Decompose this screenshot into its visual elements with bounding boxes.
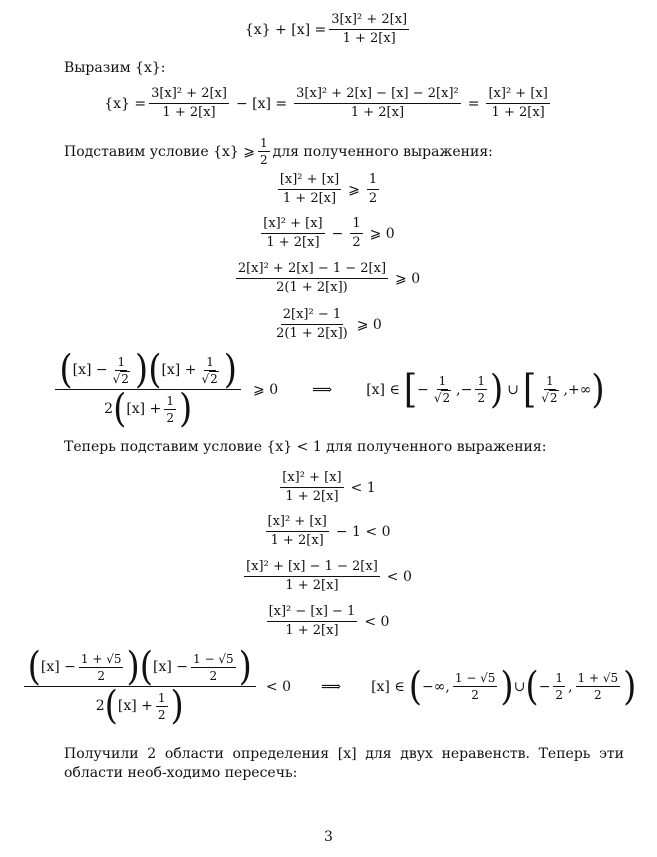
denominator: 2	[477, 391, 485, 405]
inequality-1-3	[0, 261, 657, 296]
union-symbol: ∪	[513, 678, 526, 695]
denominator: 2	[97, 668, 105, 683]
fraction-factored: ( [x] − $\frac{1}{√2}$ ) ( [x] + $\frac{1}{√2}$ ) 2 ( [x] + $\frac{1}{2}$ )	[55, 353, 241, 426]
sqrt-radicand: 2	[210, 371, 218, 386]
numerator: 2[x]² − 1	[281, 307, 343, 325]
numerator: 1	[367, 172, 379, 190]
numerator: 1 − √5	[454, 671, 496, 685]
denominator: 1 + 2[x]	[285, 578, 339, 593]
relation: ⩾ 0	[356, 316, 382, 333]
denominator: 2(1 + 2[x])	[276, 280, 348, 295]
fraction	[149, 86, 229, 121]
numerator: 1	[350, 216, 362, 234]
inequality-1-2	[0, 216, 657, 251]
term: [x] −	[153, 659, 189, 675]
denominator: 1 + 2[x]	[270, 533, 324, 548]
numerator: 1	[259, 136, 268, 150]
implies-arrow: ⟹	[312, 381, 333, 398]
relation: < 0	[364, 613, 390, 630]
factored-inequality-2: ( [x] − $\frac{1 + √5}{2}$ ) ( [x] − $\frac{1 - √5}{2}$ ) 2 ( [x] + $\frac{1}{2}$ ) < 0 ⟹ [x] ∈ ( −∞, $\frac{1 - √5}{2}$ ) ∪ ( − $\frac{1}{2}$ , $\frac{1 + √5}{2}$ )	[0, 650, 657, 723]
inequality-1-1	[0, 172, 657, 207]
numerator: 3[x]² + 2[x] − [x] − 2[x]²	[294, 86, 461, 104]
operator: −	[460, 381, 473, 398]
numerator: [x]² + [x]	[280, 470, 343, 488]
sqrt-radicand: 2	[442, 391, 451, 405]
numerator: 1	[477, 374, 485, 388]
infinity: +∞	[567, 381, 592, 398]
relation: < 1	[350, 479, 376, 496]
text-run: для полученного выражения:	[272, 143, 493, 160]
fraction-half	[258, 136, 270, 167]
sqrt-radicand: 2	[549, 391, 558, 405]
denominator: 2	[594, 688, 602, 702]
equation-top	[0, 12, 657, 47]
inequality-2-3	[0, 559, 657, 594]
numerator: [x]² + [x]	[261, 216, 324, 234]
denominator: 1 + 2[x]	[266, 235, 320, 250]
numerator: 1 + √5	[577, 671, 619, 685]
inequality-2-4	[0, 604, 657, 639]
numerator: 1	[546, 374, 554, 388]
infinity: −∞,	[421, 678, 450, 695]
denominator: 2	[368, 191, 378, 206]
denominator: 1 + 2[x]	[285, 489, 339, 504]
union-symbol: ∪	[507, 381, 519, 398]
relation: − 1 < 0	[335, 523, 391, 540]
eq-lhs: {x} + [x] =	[244, 21, 327, 38]
numerator: [x]² + [x] − 1 − 2[x]	[244, 559, 380, 577]
denominator: 2	[157, 707, 166, 722]
denominator: 2	[259, 153, 268, 167]
denominator: 2	[471, 688, 479, 702]
denominator: 1 + 2[x]	[285, 623, 339, 638]
denominator: 2	[352, 235, 361, 250]
numerator: 1	[206, 354, 214, 369]
page-number: 3	[324, 829, 333, 845]
operator: −	[538, 678, 551, 695]
term: [x] +	[117, 698, 153, 714]
numerator: 1	[555, 671, 564, 685]
factored-inequality-1: ( [x] − $\frac{1}{√2}$ ) ( [x] + $\frac{1}{√2}$ ) 2 ( [x] + $\frac{1}{2}$ ) ⩾ 0 ⟹ [x] ∈ [ − $\frac{1}{√2}$ , − $\frac{1}{2}$ ) ∪ [ $\frac{1}{√2}$ , +∞ )	[0, 353, 657, 426]
term: [x] −	[40, 659, 76, 675]
sqrt-radicand: 2	[121, 371, 129, 386]
numerator: 1	[157, 690, 166, 705]
numerator: 3[x]² + 2[x]	[149, 86, 229, 104]
operator: − [x] =	[235, 95, 288, 112]
inequality-1-4	[0, 307, 657, 342]
separator: ,	[563, 381, 568, 398]
denominator: 2(1 + 2[x])	[276, 326, 348, 341]
separator: ,	[568, 678, 573, 695]
paragraph-final: Получили 2 области определения [x] для двух неравенств. Теперь эти области необ-ходимо пересечь:	[64, 746, 624, 781]
relation: ⩾ 0	[369, 225, 395, 242]
denominator: 2	[209, 668, 218, 683]
text-run: Подставим условие {x} ⩾	[64, 143, 255, 160]
numerator: 1 − √5	[193, 651, 234, 666]
numerator: 2[x]² + 2[x] − 1 − 2[x]	[236, 261, 388, 279]
coefficient: 2	[95, 698, 105, 714]
numerator: 1	[166, 393, 174, 408]
relation: [x] ∈	[371, 678, 405, 695]
operator: =	[467, 95, 480, 112]
equation-express	[0, 86, 657, 121]
eq-lhs: {x} =	[104, 95, 147, 112]
relation: [x] ∈	[366, 381, 400, 398]
term: [x] −	[72, 362, 108, 378]
denominator: 1 + 2[x]	[342, 31, 396, 46]
denominator: 1 + 2[x]	[162, 105, 216, 120]
fraction	[329, 12, 409, 47]
implies-arrow: ⟹	[320, 678, 342, 695]
denominator: 1 + 2[x]	[491, 105, 545, 120]
relation: ⩾ 0	[395, 270, 421, 287]
fraction	[486, 86, 549, 121]
numerator: [x]² + [x]	[486, 86, 549, 104]
relation: < 0	[265, 678, 291, 695]
denominator: 1 + 2[x]	[282, 191, 337, 206]
numerator: 3[x]² + 2[x]	[329, 12, 409, 30]
paragraph-subst2: Теперь подставим условие {x} < 1 для полученного выражения:	[64, 439, 547, 455]
term: [x] +	[126, 401, 162, 417]
fraction	[294, 86, 461, 121]
relation: ⩾	[348, 181, 360, 198]
numerator: [x]² − [x] − 1	[267, 604, 358, 622]
denominator: 1 + 2[x]	[350, 105, 405, 120]
denominator: 2	[166, 410, 174, 425]
numerator: 1 + √5	[80, 651, 122, 666]
operator: −	[417, 381, 429, 398]
numerator: 1	[117, 354, 126, 369]
paragraph-subst1	[64, 136, 493, 167]
coefficient: 2	[104, 401, 114, 417]
term: [x] +	[161, 362, 197, 378]
numerator: [x]² + [x]	[278, 172, 341, 190]
numerator: [x]² + [x]	[266, 514, 329, 532]
denominator: 2	[555, 688, 564, 702]
operator: −	[331, 225, 344, 242]
inequality-2-2	[0, 514, 657, 549]
paragraph-express: Выразим {x}:	[64, 60, 166, 76]
separator: ,	[456, 381, 461, 398]
fraction-factored: ( [x] − $\frac{1 + √5}{2}$ ) ( [x] − $\frac{1 - √5}{2}$ ) 2 ( [x] + $\frac{1}{2}$ )	[24, 650, 256, 723]
inequality-2-1	[0, 470, 657, 505]
relation: < 0	[386, 568, 412, 585]
relation: ⩾ 0	[253, 381, 279, 398]
numerator: 1	[438, 374, 447, 388]
